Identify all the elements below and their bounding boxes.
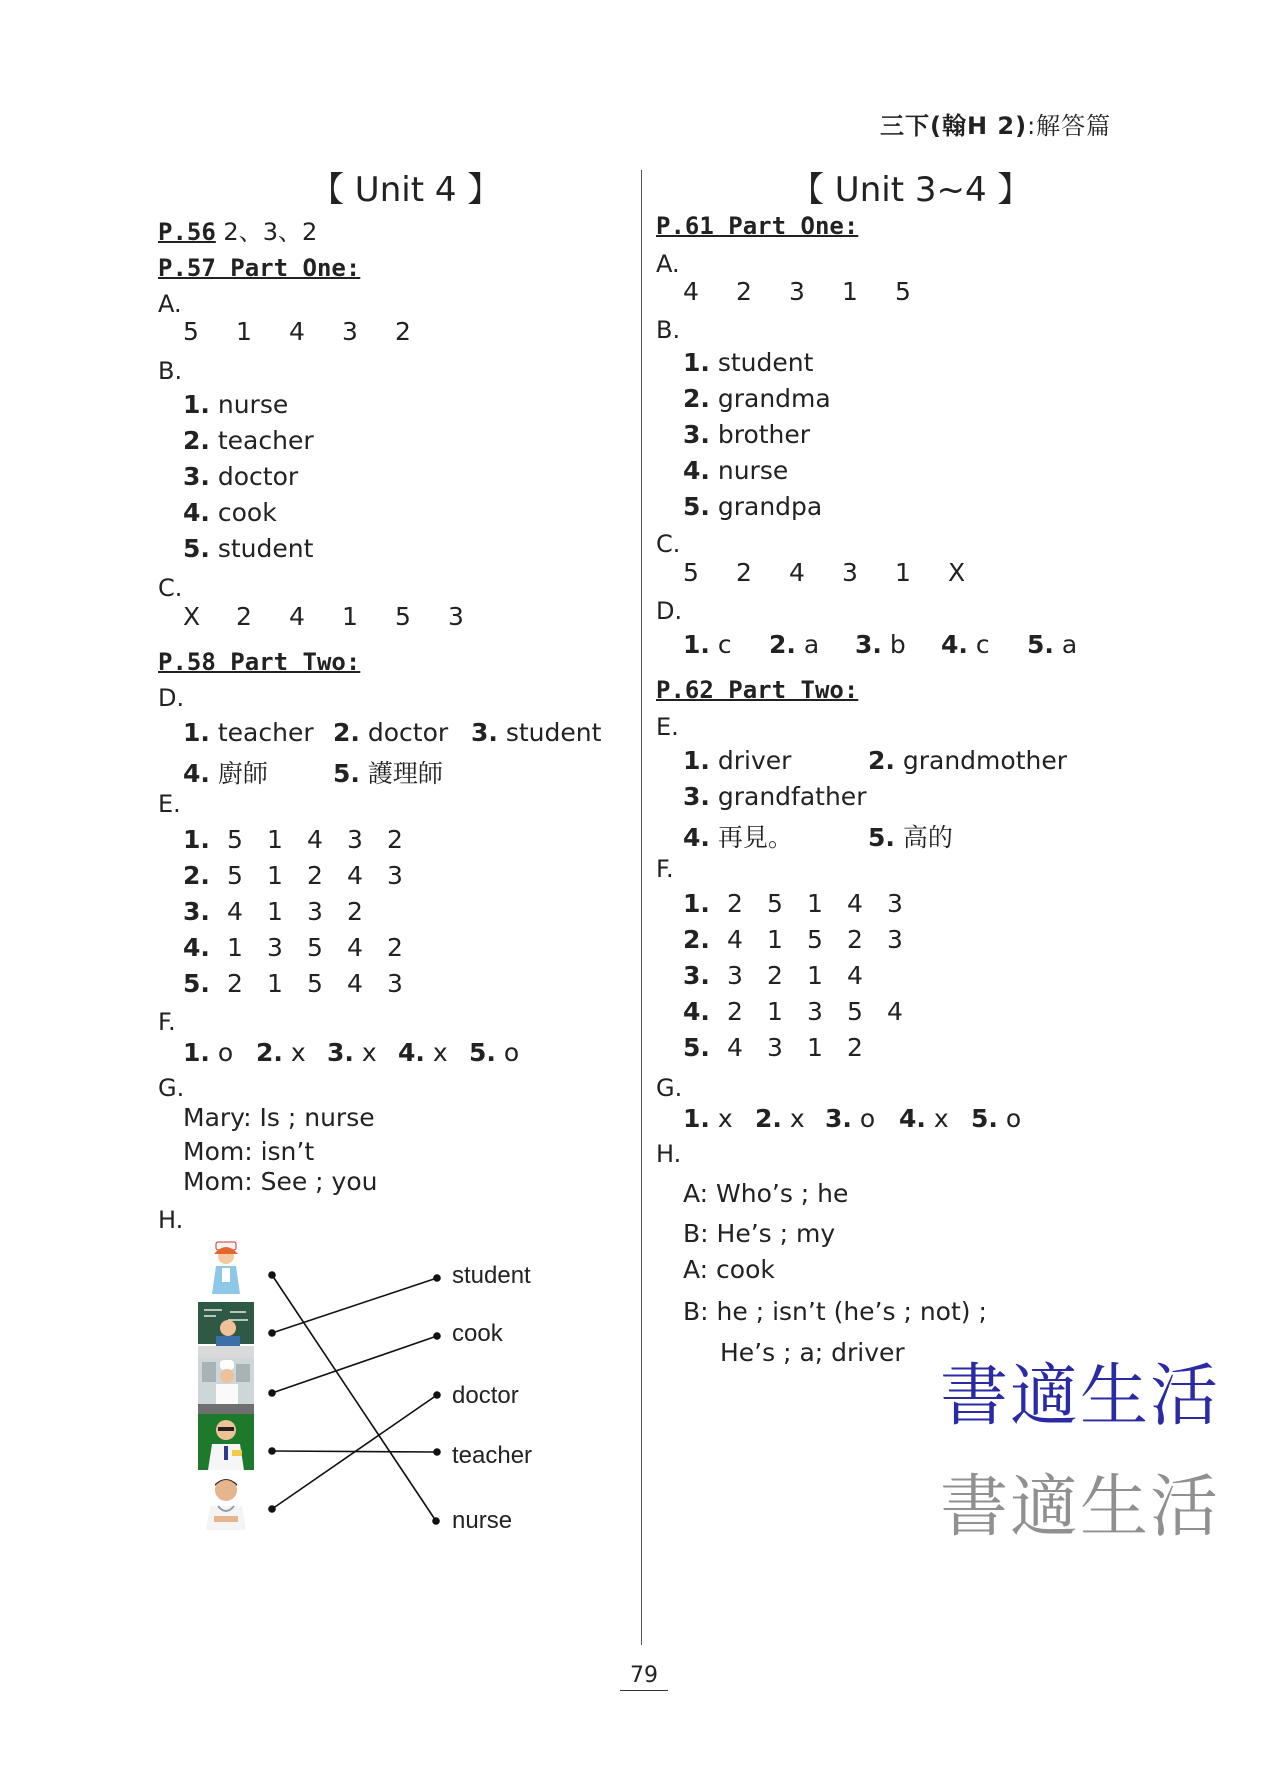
list-item: 2. a xyxy=(769,630,820,659)
list-item: 2. teacher xyxy=(183,426,314,455)
header-main: 三下(翰H 2) xyxy=(880,112,1028,140)
dialogue-line: He’s ; a; driver xyxy=(720,1338,905,1367)
seq-item: 1 xyxy=(342,602,358,631)
match-word-doctor: doctor xyxy=(452,1382,519,1409)
list-item: 1. teacher xyxy=(183,718,314,747)
list-item: 1. x xyxy=(683,1104,733,1133)
list-item: 3. b xyxy=(855,630,906,659)
seq-item: 1 xyxy=(842,277,858,306)
list-item: 5. student xyxy=(183,534,314,563)
left-e-label: E. xyxy=(158,790,181,818)
list-item: 3. student xyxy=(471,718,602,747)
match-line xyxy=(272,1336,437,1393)
watermark-gray: 書適生活 xyxy=(940,1468,1221,1547)
left-b-label: B. xyxy=(158,357,183,385)
list-item: 2. doctor xyxy=(333,718,449,747)
list-item: 5. 高的 xyxy=(868,823,953,852)
seq-item: 3 xyxy=(448,602,464,631)
dialogue-line: B: he ; isn’t (he’s ; not) ; xyxy=(683,1297,987,1326)
list-item: 2. grandmother xyxy=(868,746,1067,775)
seq-item: 3 xyxy=(789,277,805,306)
matching-lines xyxy=(260,1255,460,1535)
right-d-label: D. xyxy=(656,597,683,625)
match-line xyxy=(272,1275,436,1521)
right-g-label: G. xyxy=(656,1074,683,1102)
list-item: 4. 廚師 xyxy=(183,759,268,788)
left-unit-title: 【 Unit 4 】 xyxy=(310,170,502,210)
list-item: 3. doctor xyxy=(183,462,299,491)
seq-item: 1 xyxy=(236,317,252,346)
p56-line xyxy=(158,212,317,247)
left-a-label: A. xyxy=(158,290,182,318)
right-f-label: F. xyxy=(656,855,674,883)
list-item: 3. grandfather xyxy=(683,782,867,811)
nurse-picture-icon xyxy=(198,1240,254,1296)
p56-answer: 2、3、2 xyxy=(215,218,318,246)
doctor-picture-icon xyxy=(198,1414,254,1470)
seq-item: 2 xyxy=(236,602,252,631)
p58-heading: P.58 Part Two: xyxy=(158,648,361,676)
sequence-row: 4. 2 1 3 5 4 xyxy=(683,997,903,1026)
right-unit-title: 【 Unit 3~4 】 xyxy=(790,170,1032,210)
seq-item: 3 xyxy=(842,558,858,587)
dialogue-line: A: cook xyxy=(683,1255,775,1284)
match-line xyxy=(272,1278,437,1333)
left-d-label: D. xyxy=(158,684,185,712)
right-b-label: B. xyxy=(656,316,681,344)
list-item: 4. x xyxy=(398,1038,448,1067)
seq-item: 4 xyxy=(683,277,699,306)
list-item: 5. grandpa xyxy=(683,492,823,521)
cook-picture-icon xyxy=(198,1358,254,1414)
teacher-picture-icon xyxy=(198,1302,254,1358)
right-c-sequence xyxy=(683,558,1001,587)
list-item: 3. x xyxy=(327,1038,377,1067)
match-word-teacher: teacher xyxy=(452,1442,533,1469)
right-a-label: A. xyxy=(656,250,680,278)
p56-label: P.56 xyxy=(158,218,216,246)
left-f-label: F. xyxy=(158,1008,176,1036)
list-item: 1. c xyxy=(683,630,732,659)
seq-item: 2 xyxy=(736,558,752,587)
list-item: 5. o xyxy=(971,1104,1022,1133)
watermark-blue: 書適生活 xyxy=(940,1357,1221,1436)
sequence-row: 1. 2 5 1 4 3 xyxy=(683,889,903,918)
list-item: 3. brother xyxy=(683,420,811,449)
left-g-label: G. xyxy=(158,1074,185,1102)
list-item: 4. x xyxy=(899,1104,949,1133)
left-c-sequence xyxy=(183,602,501,631)
match-word-cook: cook xyxy=(452,1320,503,1347)
seq-item: 5 xyxy=(395,602,411,631)
list-item: 5. o xyxy=(469,1038,520,1067)
list-item: 2. x xyxy=(256,1038,306,1067)
sequence-row: 3. 4 1 3 2 xyxy=(183,897,363,926)
list-item: 4. 再見。 xyxy=(683,823,793,852)
seq-item: 2 xyxy=(395,317,411,346)
header-sep: : xyxy=(1027,112,1037,140)
p61-heading: P.61 Part One: xyxy=(656,212,859,240)
list-item: 4. c xyxy=(941,630,990,659)
list-item: 1. o xyxy=(183,1038,234,1067)
list-item: 1. nurse xyxy=(183,390,289,419)
right-c-label: C. xyxy=(656,530,681,558)
p57-heading: P.57 Part One: xyxy=(158,254,361,282)
sequence-row: 5. 2 1 5 4 3 xyxy=(183,969,403,998)
header-sub: 解答篇 xyxy=(1036,112,1112,140)
left-c-label: C. xyxy=(158,574,183,602)
page-header xyxy=(880,106,1111,141)
list-item: 3. o xyxy=(825,1104,876,1133)
list-item: 2. grandma xyxy=(683,384,831,413)
list-item: 4. cook xyxy=(183,498,277,527)
sequence-row: 4. 1 3 5 4 2 xyxy=(183,933,403,962)
dialogue-line: Mom: isn’t xyxy=(183,1137,315,1166)
seq-item: 5 xyxy=(183,317,199,346)
sequence-row: 5. 4 3 1 2 xyxy=(683,1033,863,1062)
seq-item: X xyxy=(948,558,966,587)
student-picture-icon xyxy=(198,1474,254,1530)
column-divider xyxy=(641,170,642,1645)
right-h-label: H. xyxy=(656,1140,682,1168)
match-word-nurse: nurse xyxy=(452,1507,513,1534)
dialogue-line: Mom: See ; you xyxy=(183,1167,378,1196)
list-item: 4. nurse xyxy=(683,456,789,485)
seq-item: X xyxy=(183,602,201,631)
sequence-row: 1. 5 1 4 3 2 xyxy=(183,825,403,854)
seq-item: 4 xyxy=(789,558,805,587)
list-item: 2. x xyxy=(755,1104,805,1133)
seq-item: 1 xyxy=(895,558,911,587)
seq-item: 4 xyxy=(289,602,305,631)
seq-item: 5 xyxy=(895,277,911,306)
right-a-sequence xyxy=(683,277,948,306)
sequence-row: 2. 5 1 2 4 3 xyxy=(183,861,403,890)
seq-item: 4 xyxy=(289,317,305,346)
match-word-student: student xyxy=(452,1262,531,1289)
seq-item: 3 xyxy=(342,317,358,346)
list-item: 5. a xyxy=(1027,630,1078,659)
seq-item: 2 xyxy=(736,277,752,306)
seq-item: 5 xyxy=(683,558,699,587)
p62-heading: P.62 Part Two: xyxy=(656,676,859,704)
sequence-row: 2. 4 1 5 2 3 xyxy=(683,925,903,954)
list-item: 1. driver xyxy=(683,746,792,775)
sequence-row: 3. 3 2 1 4 xyxy=(683,961,863,990)
list-item: 5. 護理師 xyxy=(333,759,443,788)
dialogue-line: Mary: Is ; nurse xyxy=(183,1103,375,1132)
left-h-label: H. xyxy=(158,1206,184,1234)
left-a-sequence xyxy=(183,317,448,346)
list-item: 1. student xyxy=(683,348,814,377)
right-e-label: E. xyxy=(656,713,679,741)
dialogue-line: B: He’s ; my xyxy=(683,1219,836,1248)
dialogue-line: A: Who’s ; he xyxy=(683,1179,849,1208)
page-number: 79 xyxy=(620,1663,668,1691)
